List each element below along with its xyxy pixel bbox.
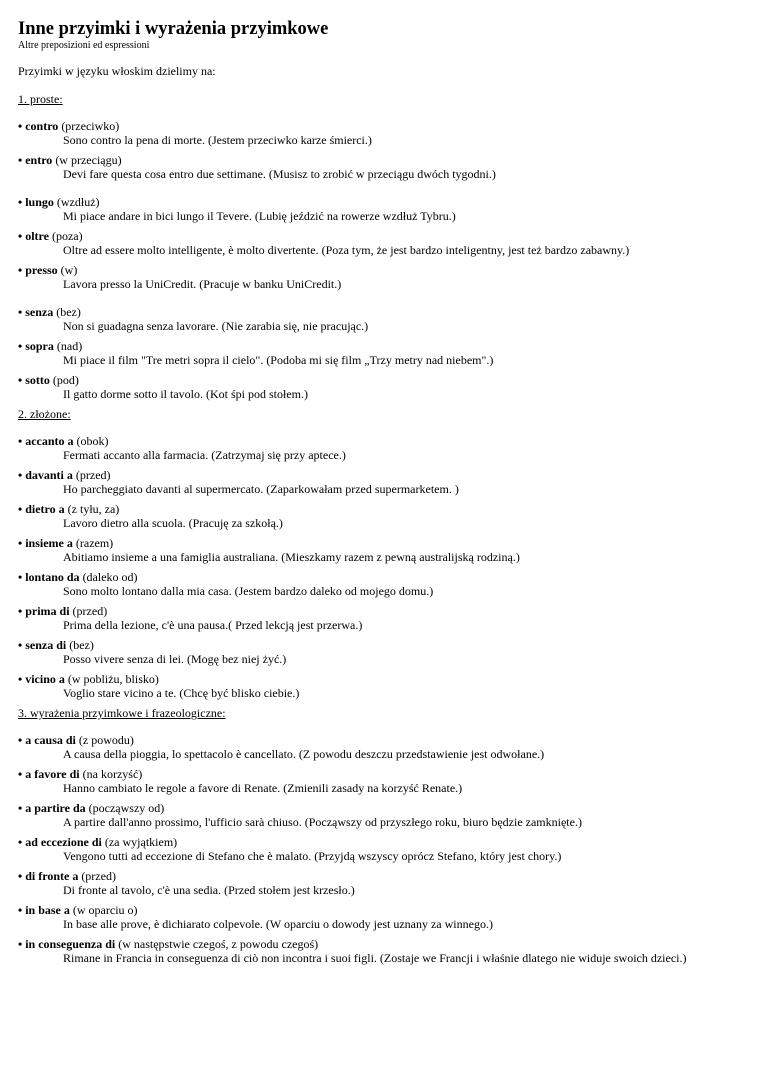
list-item [18, 767, 760, 795]
entry-term: entro [25, 153, 53, 167]
entry-head [18, 903, 760, 917]
bullet-icon: • [18, 119, 26, 133]
bullet-icon: • [18, 801, 26, 815]
list-item [18, 903, 760, 931]
bullet-icon: • [18, 153, 26, 167]
list-item [18, 672, 760, 700]
bullet-icon: • [18, 373, 26, 387]
entry-term: in base a [25, 903, 70, 917]
entry-example: Posso vivere senza di lei. (Mogę bez niej żyć.) [63, 652, 287, 666]
bullet-icon: • [18, 604, 26, 618]
section-heading: 2. złożone: [18, 407, 71, 421]
entry-head [18, 502, 760, 516]
entry-example: Ho parcheggiato davanti al supermercato. (Zaparkowałam przed supermarketem. ) [63, 482, 459, 496]
list-item [18, 434, 760, 462]
entry-term: senza di [25, 638, 67, 652]
entry-gloss: (przed) [75, 468, 111, 482]
entry-gloss: (nad) [56, 339, 83, 353]
entry-example: Il gatto dorme sotto il tavolo. (Kot śpi pod stołem.) [63, 387, 308, 401]
entry-gloss: (za wyjątkiem) [104, 835, 178, 849]
entry-head [18, 434, 760, 448]
entry-gloss: (w pobliżu, blisko) [67, 672, 159, 686]
entry-example: In base alle prove, è dichiarato colpevole. (W oparciu o dowody jest uznany za winnego.) [63, 917, 493, 931]
entry-gloss: (obok) [76, 434, 109, 448]
entry-head [18, 153, 760, 167]
entry-head [18, 767, 760, 781]
bullet-icon: • [18, 305, 26, 319]
entry-gloss: (z tyłu, za) [67, 502, 120, 516]
entry-head [18, 801, 760, 815]
entry-gloss: (bez) [56, 305, 81, 319]
entry-term: di fronte a [25, 869, 79, 883]
entry-term: a favore di [25, 767, 80, 781]
entry-head [18, 733, 760, 747]
entry-example: Sono molto lontano dalla mia casa. (Jestem bardzo daleko od mojego domu.) [63, 584, 434, 598]
list-item [18, 638, 760, 666]
entry-gloss: (w następstwie czegoś, z powodu czegoś) [118, 937, 319, 951]
entry-example: Lavora presso la UniCredit. (Pracuje w banku UniCredit.) [63, 277, 342, 291]
list-item [18, 153, 760, 181]
bullet-icon: • [18, 536, 26, 550]
entry-term: a causa di [25, 733, 76, 747]
entry-term: dietro a [25, 502, 65, 516]
bullet-icon: • [18, 570, 26, 584]
entry-head [18, 536, 760, 550]
entry-term: lontano da [25, 570, 80, 584]
entry-example: Rimane in Francia in conseguenza di ciò non incontra i suoi figli. (Zostaje we Francji i właśnie dlatego nie widuje swoich dzieci.) [63, 951, 687, 965]
entry-head [18, 305, 760, 319]
entry-term: sotto [25, 373, 50, 387]
list-item [18, 468, 760, 496]
bullet-icon: • [18, 229, 26, 243]
entry-head [18, 195, 760, 209]
entry-term: lungo [25, 195, 54, 209]
bullet-icon: • [18, 672, 26, 686]
entry-term: ad eccezione di [25, 835, 102, 849]
entry-head [18, 638, 760, 652]
entry-example: Mi piace andare in bici lungo il Tevere. (Lubię jeździć na rowerze wzdłuż Tybru.) [63, 209, 456, 223]
bullet-icon: • [18, 903, 26, 917]
entry-gloss: (wzdłuż) [56, 195, 100, 209]
bullet-icon: • [18, 638, 26, 652]
entry-term: accanto a [25, 434, 74, 448]
page-title: Inne przyimki i wyrażenia przyimkowe [18, 19, 329, 39]
bullet-icon: • [18, 195, 26, 209]
entry-term: contro [25, 119, 59, 133]
section-heading: 3. wyrażenia przyimkowe i frazeologiczne: [18, 706, 226, 720]
entry-example: Prima della lezione, c'è una pausa.( Przed lekcją jest przerwa.) [63, 618, 363, 632]
entry-example: Mi piace il film "Tre metri sopra il cielo". (Podoba mi się film „Trzy metry nad niebem".) [63, 353, 494, 367]
bullet-icon: • [18, 263, 26, 277]
entry-term: insieme a [25, 536, 73, 550]
list-item [18, 835, 760, 863]
entry-gloss: (w przeciągu) [55, 153, 122, 167]
entry-example: Fermati accanto alla farmacia. (Zatrzymaj się przy aptece.) [63, 448, 346, 462]
entry-example: Abitiamo insieme a una famiglia australiana. (Mieszkamy razem z pewną australijską rodziną.) [63, 550, 520, 564]
entry-gloss: (na korzyść) [82, 767, 143, 781]
list-item [18, 502, 760, 530]
entry-example: Oltre ad essere molto intelligente, è molto divertente. (Poza tym, że jest bardzo inteligentny, jest też bardzo zabawny.) [63, 243, 630, 257]
entry-gloss: (przed) [72, 604, 108, 618]
entry-head [18, 672, 760, 686]
entry-gloss: (daleko od) [82, 570, 138, 584]
entry-term: sopra [25, 339, 54, 353]
entry-head [18, 339, 760, 353]
entry-head [18, 373, 760, 387]
entry-gloss: (bez) [69, 638, 94, 652]
list-item [18, 733, 760, 761]
entry-example: Voglio stare vicino a te. (Chcę być blisko ciebie.) [63, 686, 300, 700]
entry-head [18, 263, 760, 277]
entry-head [18, 229, 760, 243]
bullet-icon: • [18, 937, 26, 951]
page-subtitle: Altre preposizioni ed espressioni [18, 40, 150, 51]
entry-gloss: (w oparciu o) [72, 903, 138, 917]
sections-container [18, 92, 760, 965]
entry-term: prima di [25, 604, 70, 618]
entry-head [18, 119, 760, 133]
entry-term: presso [25, 263, 58, 277]
entry-term: vicino a [25, 672, 65, 686]
list-item [18, 195, 760, 223]
bullet-icon: • [18, 339, 26, 353]
entry-head [18, 570, 760, 584]
list-item [18, 263, 760, 291]
bullet-icon: • [18, 468, 26, 482]
entry-example: Non si guadagna senza lavorare. (Nie zarabia się, nie pracując.) [63, 319, 369, 333]
entry-term: oltre [25, 229, 49, 243]
entry-term: davanti a [25, 468, 73, 482]
list-item [18, 604, 760, 632]
entry-gloss: (w) [60, 263, 78, 277]
entry-example: Di fronte al tavolo, c'è una sedia. (Przed stołem jest krzesło.) [63, 883, 355, 897]
list-item [18, 937, 760, 965]
entry-gloss: (przeciwko) [61, 119, 120, 133]
entry-example: Hanno cambiato le regole a favore di Renate. (Zmienili zasady na korzyść Renate.) [63, 781, 463, 795]
bullet-icon: • [18, 767, 26, 781]
entry-example: A partire dall'anno prossimo, l'ufficio sarà chiuso. (Począwszy od przyszłego roku, biuro będzie zamknięte.) [63, 815, 582, 829]
intro-text: Przyimki w języku włoskim dzielimy na: [18, 64, 216, 78]
entry-head [18, 937, 760, 951]
entry-gloss: (pod) [52, 373, 79, 387]
bullet-icon: • [18, 434, 26, 448]
entry-gloss: (poza) [51, 229, 83, 243]
bullet-icon: • [18, 733, 26, 747]
entry-example: Sono contro la pena di morte. (Jestem przeciwko karze śmierci.) [63, 133, 372, 147]
list-item [18, 869, 760, 897]
list-item [18, 305, 760, 333]
entry-example: Lavoro dietro alla scuola. (Pracuję za szkołą.) [63, 516, 283, 530]
list-item [18, 570, 760, 598]
entry-head [18, 468, 760, 482]
entry-head [18, 604, 760, 618]
entry-example: A causa della pioggia, lo spettacolo è cancellato. (Z powodu deszczu przedstawienie jest odwołane.) [63, 747, 545, 761]
list-item [18, 229, 760, 257]
entry-term: a partire da [25, 801, 86, 815]
list-item [18, 119, 760, 147]
bullet-icon: • [18, 869, 26, 883]
entry-gloss: (przed) [81, 869, 116, 883]
bullet-icon: • [18, 502, 26, 516]
entry-example: Vengono tutti ad eccezione di Stefano che è malato. (Przyjdą wszyscy oprócz Stefano, który jest chory.) [63, 849, 562, 863]
entry-gloss: (razem) [75, 536, 114, 550]
entry-head [18, 835, 760, 849]
list-item [18, 373, 760, 401]
section-heading: 1. proste: [18, 92, 63, 106]
entry-term: in conseguenza di [25, 937, 116, 951]
entry-gloss: (z powodu) [78, 733, 134, 747]
list-item [18, 801, 760, 829]
entry-term: senza [25, 305, 54, 319]
list-item [18, 339, 760, 367]
bullet-icon: • [18, 835, 26, 849]
entry-gloss: (począwszy od) [88, 801, 165, 815]
list-item [18, 536, 760, 564]
entry-example: Devi fare questa cosa entro due settimane. (Musisz to zrobić w przeciągu dwóch tygodni.) [63, 167, 496, 181]
entry-head [18, 869, 760, 883]
